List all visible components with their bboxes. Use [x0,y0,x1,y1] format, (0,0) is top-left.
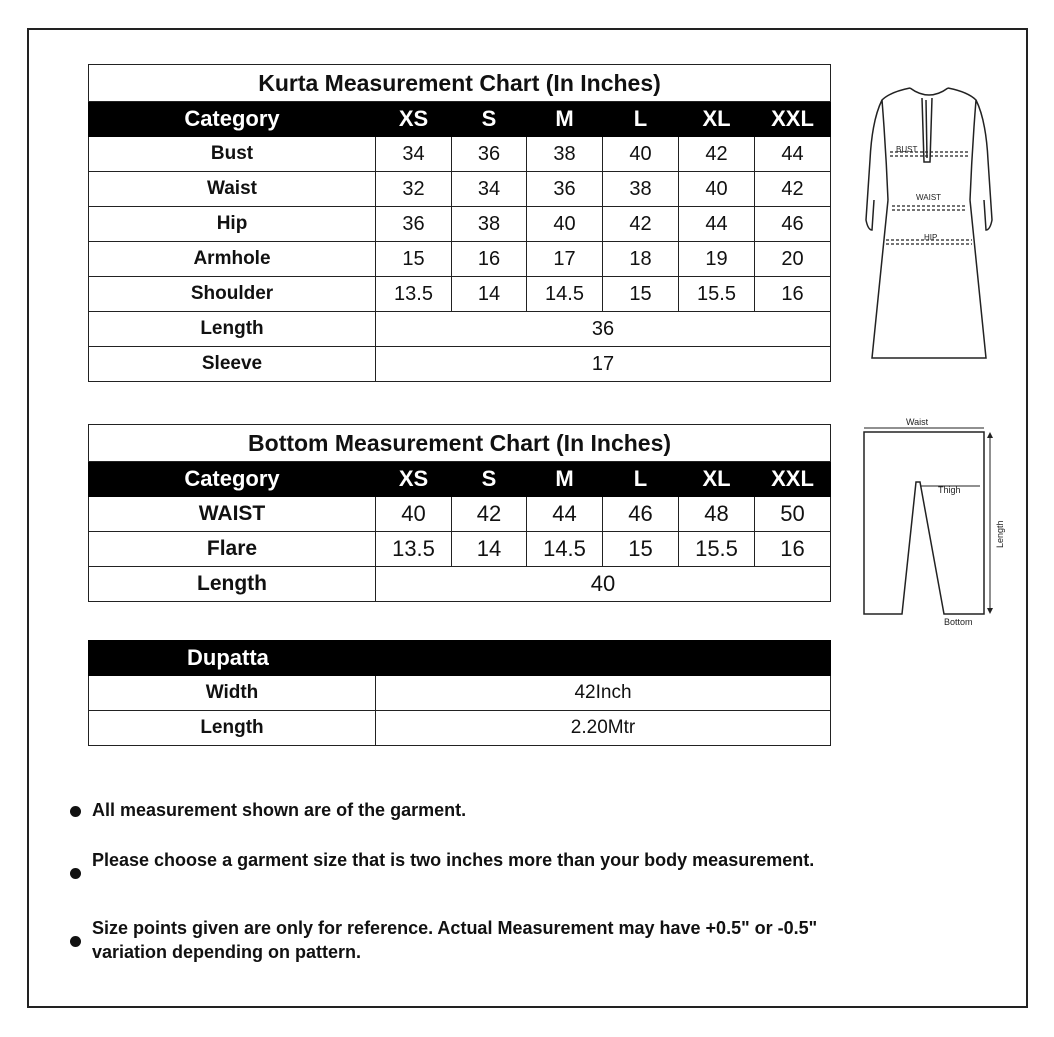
cell-value: 46 [603,497,679,532]
cell-value: 20 [755,242,831,277]
cell-value: 14.5 [527,277,603,312]
table-row [89,711,831,746]
bottom-diagram [858,414,1008,628]
row-label: Width [89,676,376,711]
cell-value: 48 [679,497,755,532]
row-label: Sleeve [89,347,376,382]
cell-value: 17 [376,347,831,382]
cell-value: 16 [755,277,831,312]
cell-value: 19 [679,242,755,277]
cell-value: 34 [452,172,527,207]
cell-value: 2.20Mtr [376,711,831,746]
bullet-icon [70,806,81,817]
table-row [89,497,831,532]
dupatta-title: Dupatta [89,641,831,676]
header-size: L [603,102,679,137]
header-size: S [452,462,527,497]
cell-value: 13.5 [376,532,452,567]
cell-value: 40 [679,172,755,207]
cell-value: 46 [755,207,831,242]
table-row [89,312,831,347]
row-label: WAIST [89,497,376,532]
bust-label: BUST [896,145,918,154]
cell-value: 40 [376,567,831,602]
row-label: Bust [89,137,376,172]
list-item [68,916,828,964]
cell-value: 15 [376,242,452,277]
cell-value: 14 [452,277,527,312]
header-size: XXL [755,462,831,497]
table-row [89,172,831,207]
cell-value: 42Inch [376,676,831,711]
cell-value: 40 [603,137,679,172]
cell-value: 44 [527,497,603,532]
table-row [89,207,831,242]
cell-value: 34 [376,137,452,172]
bullet-icon [70,936,81,947]
cell-value: 32 [376,172,452,207]
cell-value: 15 [603,277,679,312]
header-size: XS [376,462,452,497]
row-label: Flare [89,532,376,567]
header-category: Category [89,102,376,137]
hip-label: HIP [924,233,938,242]
cell-value: 40 [527,207,603,242]
thigh-label: Thigh [938,485,961,495]
row-label: Hip [89,207,376,242]
header-size: XXL [755,102,831,137]
cell-value: 15.5 [679,532,755,567]
cell-value: 36 [376,312,831,347]
cell-value: 15.5 [679,277,755,312]
cell-value: 16 [755,532,831,567]
table-row [89,567,831,602]
cell-value: 18 [603,242,679,277]
cell-value: 42 [755,172,831,207]
bullet-icon [70,868,81,879]
cell-value: 42 [679,137,755,172]
length-label: Length [995,520,1005,548]
cell-value: 42 [603,207,679,242]
header-category: Category [89,462,376,497]
table-row [89,347,831,382]
cell-value: 38 [527,137,603,172]
waist-label: Waist [906,417,929,427]
table-row [89,137,831,172]
cell-value: 13.5 [376,277,452,312]
kurta-measurement-table [88,64,831,382]
kurta-diagram [862,80,996,366]
note-text: Size points given are only for reference. Actual Measurement may have +0.5" or -0.5" variation depending on pattern. [92,918,818,962]
cell-value: 36 [452,137,527,172]
header-size: L [603,462,679,497]
table-row [89,242,831,277]
cell-value: 14.5 [527,532,603,567]
cell-value: 44 [755,137,831,172]
note-text: All measurement shown are of the garment. [92,800,467,820]
cell-value: 17 [527,242,603,277]
cell-value: 38 [452,207,527,242]
header-size: M [527,462,603,497]
waist-label: WAIST [916,193,942,202]
bottom-measurement-table [88,424,831,602]
table-row [89,532,831,567]
cell-value: 36 [376,207,452,242]
header-size: XL [679,462,755,497]
cell-value: 15 [603,532,679,567]
table-row [89,676,831,711]
note-text: Please choose a garment size that is two inches more than your body measurement. [92,850,815,870]
list-item [68,848,814,872]
kurta-chart-title: Kurta Measurement Chart (In Inches) [89,65,831,102]
cell-value: 14 [452,532,527,567]
row-label: Waist [89,172,376,207]
cell-value: 50 [755,497,831,532]
row-label: Armhole [89,242,376,277]
header-size: S [452,102,527,137]
cell-value: 36 [527,172,603,207]
header-size: XS [376,102,452,137]
row-label: Shoulder [89,277,376,312]
dupatta-measurement-table [88,640,831,746]
row-label: Length [89,711,376,746]
table-row [89,277,831,312]
cell-value: 40 [376,497,452,532]
cell-value: 42 [452,497,527,532]
bottom-chart-title: Bottom Measurement Chart (In Inches) [89,425,831,462]
cell-value: 38 [603,172,679,207]
header-size: M [527,102,603,137]
cell-value: 44 [679,207,755,242]
cell-value: 16 [452,242,527,277]
header-size: XL [679,102,755,137]
row-label: Length [89,567,376,602]
list-item [68,798,466,822]
row-label: Length [89,312,376,347]
bottom-label: Bottom [944,617,973,627]
